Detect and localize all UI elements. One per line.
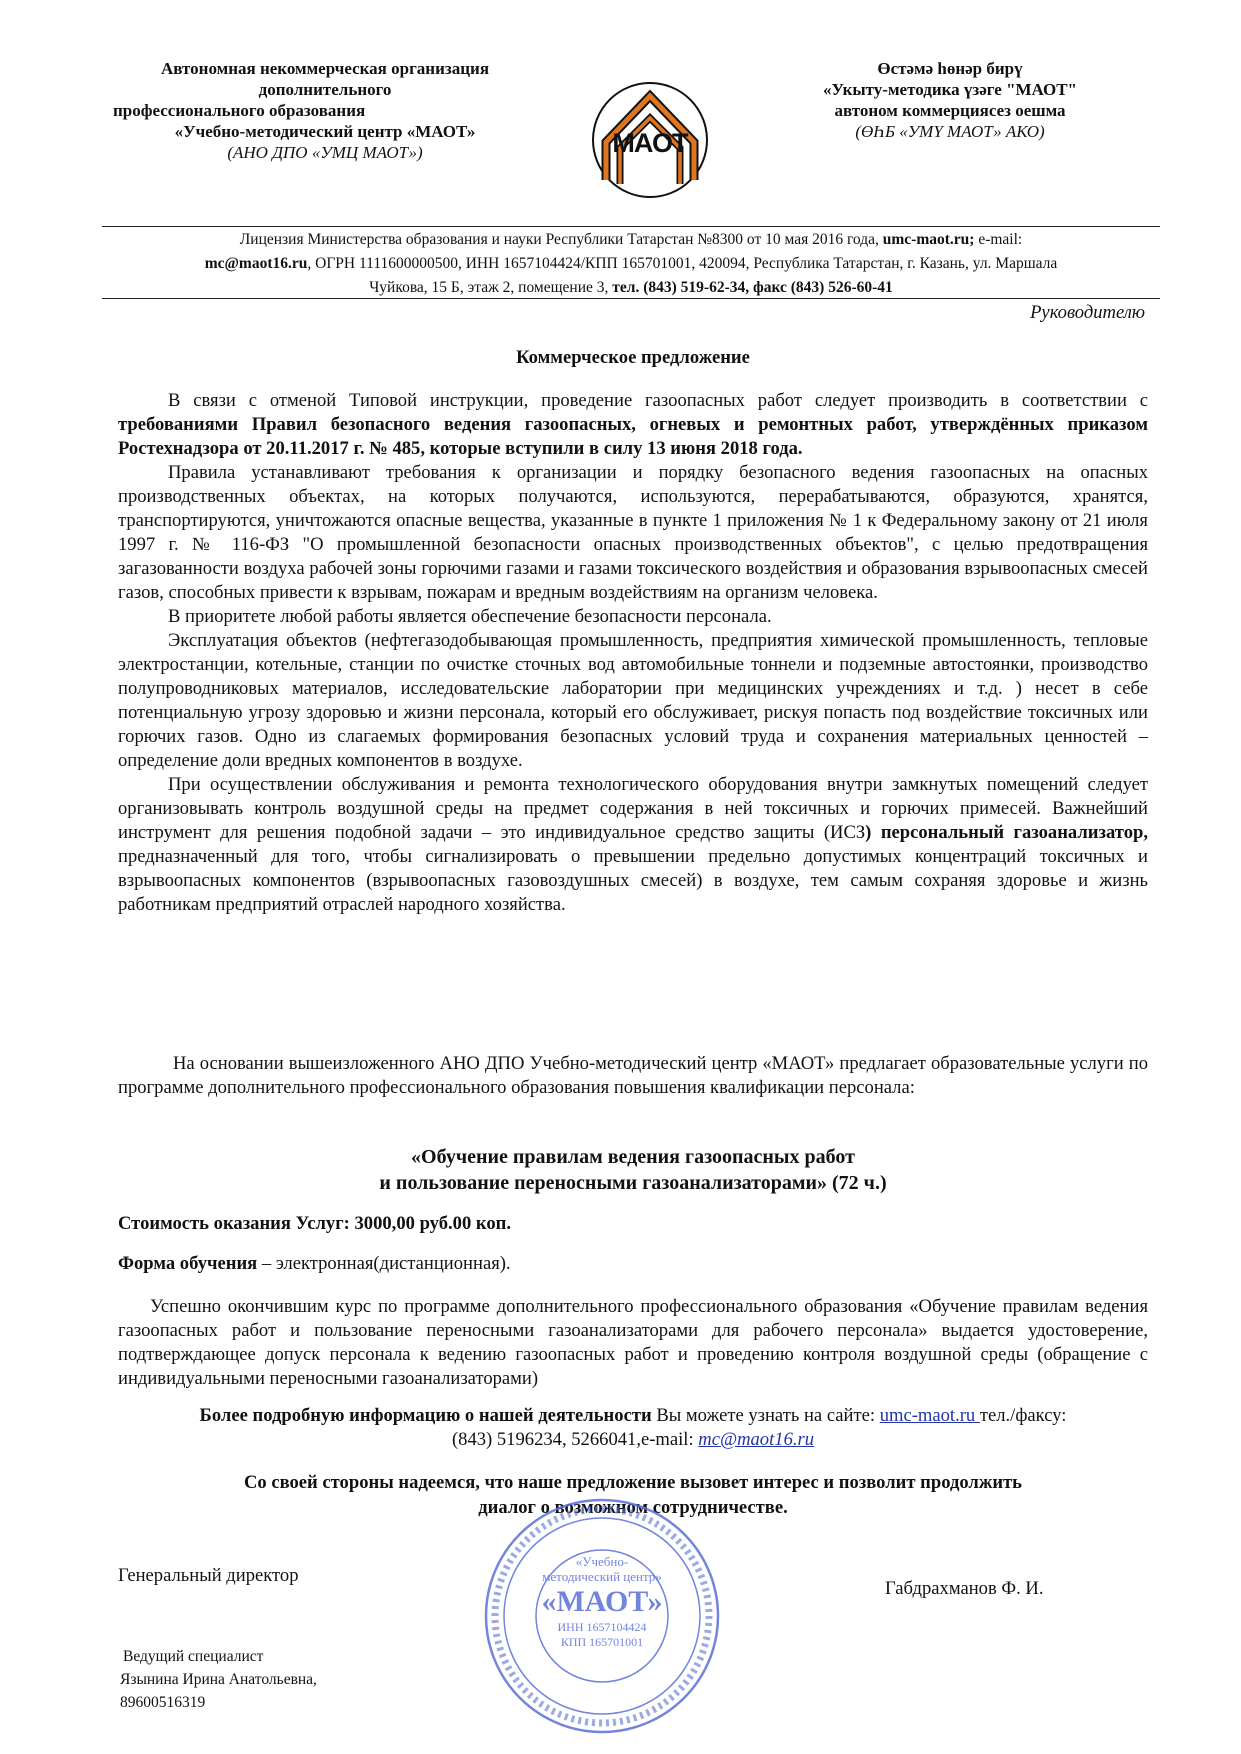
license-email-label: e-mail:	[974, 231, 1023, 248]
header-right	[760, 58, 1140, 142]
paragraph-4: Эксплуатация объектов (нефтегазодобывающая промышленность, предприятия химической промышленность, тепловые электростанции, котельные, станции по очистке сточных вод автомобильные тоннели и подземные автостоянки, производство полупроводниковых материалов, исследовательские лаборатории при медицинских учреждениях и т.д. ) несет в себе потенциальную угрозу здоровью и жизни персонала, который его обслуживает, рискуя попасть под воздействие токсичных или горючих газов. Одно из слагаемых формирования безопасных условий труда и сохранения материальных ценностей – определение доли вредных компонентов в воздухе.	[118, 630, 1148, 771]
p5-bold: ) персональный газоанализатор,	[865, 822, 1148, 843]
stamp-line4: ИНН 1657104424	[557, 1620, 647, 1634]
course-line2: и пользование переносными газоанализаторами» (72 ч.)	[379, 1172, 887, 1194]
paragraph-6: На основании вышеизложенного АНО ДПО Учебно-методический центр «МАОТ» предлагает образовательные услуги по программе дополнительного профессионального образования повышения квалификации персонала:	[118, 1053, 1148, 1098]
contact-name: Язынина Ирина Анатольевна,	[120, 1671, 317, 1688]
logo-text: МАОТ	[612, 128, 688, 158]
course-line1: «Обучение правилам ведения газоопасных работ	[411, 1146, 855, 1168]
license-address: Чуйкова, 15 Б, этаж 2, помещение 3,	[369, 279, 613, 296]
header-right-line1: Өстәмә һөнәр бирү	[877, 59, 1023, 78]
education-form-label: Форма обучения	[118, 1253, 258, 1274]
p1-bold: требованиями Правил безопасного ведения газоопасных, огневых и ремонтных работ, утверждённых приказом Ростехнадзора от 20.11.2017 г. № 485, которые вступили в силу 13 июня 2018 года.	[118, 414, 1148, 459]
info-bold: Более подробную информацию о нашей деятельности	[199, 1405, 652, 1426]
divider-bottom	[102, 298, 1160, 299]
info-phone-label: тел./факсу:	[979, 1405, 1067, 1426]
divider-top	[102, 226, 1160, 227]
info-text: Вы можете узнать на сайте:	[651, 1405, 880, 1426]
signatory-title: Генеральный директор	[118, 1565, 299, 1586]
license-email: mc@maot16.ru	[204, 255, 308, 272]
p1-text: В связи с отменой Типовой инструкции, проведение газоопасных работ следует производить в соответствии с	[168, 390, 1148, 411]
header-left-line2: дополнительного	[258, 80, 392, 99]
stamp-line3: «МАОТ»	[541, 1585, 663, 1618]
course-title	[118, 1144, 1148, 1196]
info-line1	[118, 1404, 1148, 1428]
license-line2	[102, 252, 1160, 276]
header-left-line1: Автономная некоммерческая организация	[160, 59, 490, 78]
paragraph-3: В приоритете любой работы является обеспечение безопасности персонала.	[168, 606, 772, 627]
closing-line1: Со своей стороны надеемся, что наше предложение вызовет интерес и позволит продолжить	[243, 1472, 1023, 1493]
stamp-line1: «Учебно-	[575, 1554, 629, 1569]
official-stamp	[482, 1496, 722, 1736]
header-left	[105, 58, 545, 163]
maot-logo	[590, 80, 710, 200]
p5-text-c: предназначенный для того, чтобы сигнализировать о превышении предельно допустимых концентраций токсичных и взрывоопасных компонентов (взрывоопасных газовоздушных смесей) в воздухе, тем самым сохраняя здоровье и жизнь работникам предприятий отраслей народного хозяйства.	[118, 846, 1148, 915]
paragraph-5	[118, 773, 1148, 917]
price: Стоимость оказания Услуг: 3000,00 руб.00 коп.	[118, 1213, 512, 1234]
license-site: umc-maot.ru;	[882, 231, 975, 248]
stamp-line2: методический центр»	[542, 1569, 662, 1584]
license-line1	[102, 228, 1160, 252]
header-left-line4: «Учебно-методический центр «МАОТ»	[174, 122, 476, 141]
header-right-line2: «Укыту-методика үзәге "МАОТ"	[823, 80, 1077, 99]
contact-phone: 89600516319	[120, 1694, 206, 1711]
paragraph-7: Успешно окончившим курс по программе дополнительного профессионального образования «Обучение правилам ведения газоопасных работ и пользование переносными газоанализаторами для рабочего персонала» выдается удостоверение, подтверждающее допуск персонала к ведению газоопасных работ и проведению контроля воздушной среды (обращение с индивидуальными переносными газоанализаторами)	[118, 1296, 1148, 1389]
addressee: Руководителю	[1030, 302, 1145, 323]
signatory-name: Габдрахманов Ф. И.	[885, 1578, 1044, 1599]
info-block	[118, 1404, 1148, 1452]
license-line3	[102, 276, 1160, 300]
email-link[interactable]: mc@maot16.ru	[698, 1429, 815, 1450]
p5-text-a: При осуществлении обслуживания и ремонта технологического оборудования внутри замкнутых помещений следует организовывать контроль воздушной среды на предмет содержания в ней токсичных и горючих примесей. Важнейший инструмент для решения подобной задачи – это индивидуальное средство защиты (ИСЗ	[118, 774, 1148, 843]
license-block	[102, 228, 1160, 300]
info-line2	[118, 1428, 1148, 1452]
stamp-line5: КПП 165701001	[560, 1635, 644, 1649]
stamp-text	[522, 1554, 682, 1650]
document-title: Коммерческое предложение	[516, 347, 750, 368]
paragraph-1	[118, 389, 1148, 461]
site-link[interactable]: umc-maot.ru	[879, 1405, 980, 1426]
contact-block	[120, 1645, 317, 1714]
info-phones: (843) 5196234, 5266041,e-mail:	[451, 1429, 699, 1450]
header-right-line3: автоном коммерциясез оешма	[834, 101, 1066, 120]
license-phone: тел. (843) 519-62-34, факс (843) 526-60-41	[612, 279, 893, 296]
header-right-line4: (ӨҺБ «УМҮ МАОТ» АКО)	[855, 122, 1045, 141]
paragraph-2: Правила устанавливают требования к организации и порядку безопасного ведения газоопасных на опасных производственных объектах, на которых получаются, используются, перерабатываются, образуются, хранятся, транспортируются, уничтожаются опасные вещества, указанные в пункте 1 приложения № 1 к Федеральному закону от 21 июля 1997 г. № 116-ФЗ "О промышленной безопасности опасных производственных объектов", с целью предотвращения загазованности воздуха рабочей зоны горючими газами и газами токсического воздействия и образования взрывоопасных смесей газов, способных привести к взрывам, пожарам и вредным воздействиям на организм человека.	[118, 462, 1148, 603]
education-form-value: – электронная(дистанционная).	[257, 1253, 511, 1274]
contact-role: Ведущий специалист	[123, 1648, 264, 1665]
header-left-line5: (АНО ДПО «УМЦ МАОТ»)	[227, 143, 423, 162]
body-main	[118, 389, 1148, 917]
license-text: Лицензия Министерства образования и науки Республики Татарстан №8300 от 10 мая 2016 года,	[239, 231, 883, 248]
education-form	[118, 1253, 511, 1275]
header-left-line3: профессионального образования	[113, 101, 366, 120]
closing-line2: диалог о возможном сотрудничестве.	[478, 1497, 788, 1518]
license-requisites: , ОГРН 1111600000500, ИНН 1657104424/КПП 165701001, 420094, Республика Татарстан, г. Казань, ул. Маршала	[307, 255, 1058, 272]
